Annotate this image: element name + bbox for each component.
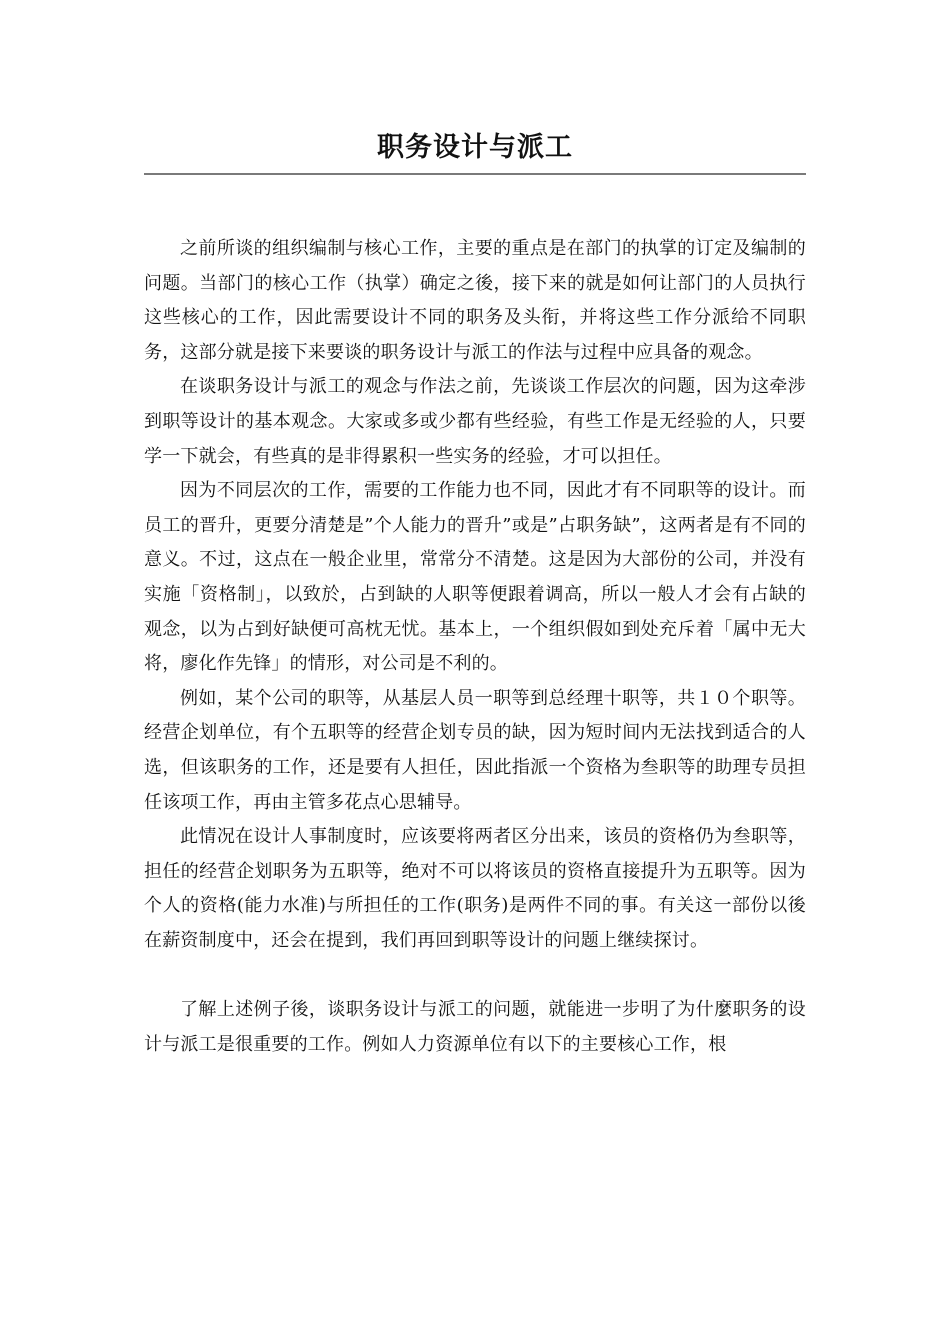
paragraph-6: 了解上述例子後，谈职务设计与派工的问题，就能进一步明了为什麼职务的设计与派工是很重要的工作。例如人力资源单位有以下的主要核心工作，根: [144, 999, 806, 1055]
paragraph-1: 之前所谈的组织编制与核心工作，主要的重点是在部门的执掌的订定及编制的问题。当部门的核心工作（执掌）确定之後，接下来的就是如何让部门的人员执行这些核心的工作，因此需要设计不同的职务及头衔，并将这些工作分派给不同职务，这部分就是接下来要谈的职务设计与派工的作法与过程中应具备的观念。: [144, 238, 806, 363]
paragraph-4: 例如，某个公司的职等，从基层人员一职等到总经理十职等，共１０个职等。经营企划单位，有个五职等的经营企划专员的缺，因为短时间内无法找到适合的人选，但该职务的工作，还是要有人担任，因此指派一个资格为叁职等的助理专员担任该项工作，再由主管多花点心思辅导。: [144, 687, 806, 813]
paragraph-5: 此情况在设计人事制度时，应该要将两者区分出来，该员的资格仍为叁职等，担任的经营企划职务为五职等，绝对不可以将该员的资格直接提升为五职等。因为个人的资格(能力水准)与所担任的工作(职务)是两件不同的事。有关这一部份以後在薪资制度中，还会在提到，我们再回到职等设计的问题上继续探讨。: [144, 826, 806, 951]
paragraph-2: 在谈职务设计与派工的观念与作法之前，先谈谈工作层次的问题，因为这牵涉到职等设计的基本观念。大家或多或少都有些经验，有些工作是无经验的人，只要学一下就会，有些真的是非得累积一些实务的经验，才可以担任。: [144, 376, 806, 467]
page-title: 职务设计与派工: [377, 132, 573, 163]
paragraph-gap: [144, 958, 806, 993]
paragraph-3: 因为不同层次的工作，需要的工作能力也不同，因此才有不同职等的设计。而员工的晋升，更要分清楚是”个人能力的晋升”或是”占职务缺”，这两者是有不同的意义。不过，这点在一般企业里，常常分不清楚。这是因为大部份的公司，并没有实施「资格制」，以致於，占到缺的人职等便跟着调高，所以一般人才会有占缺的观念，以为占到好缺便可高枕无忧。基本上，一个组织假如到处充斥着「属中无大将，廖化作先锋」的情形，对公司是不利的。: [144, 480, 806, 675]
document-body: [144, 232, 806, 1062]
title-underline: [144, 173, 806, 175]
